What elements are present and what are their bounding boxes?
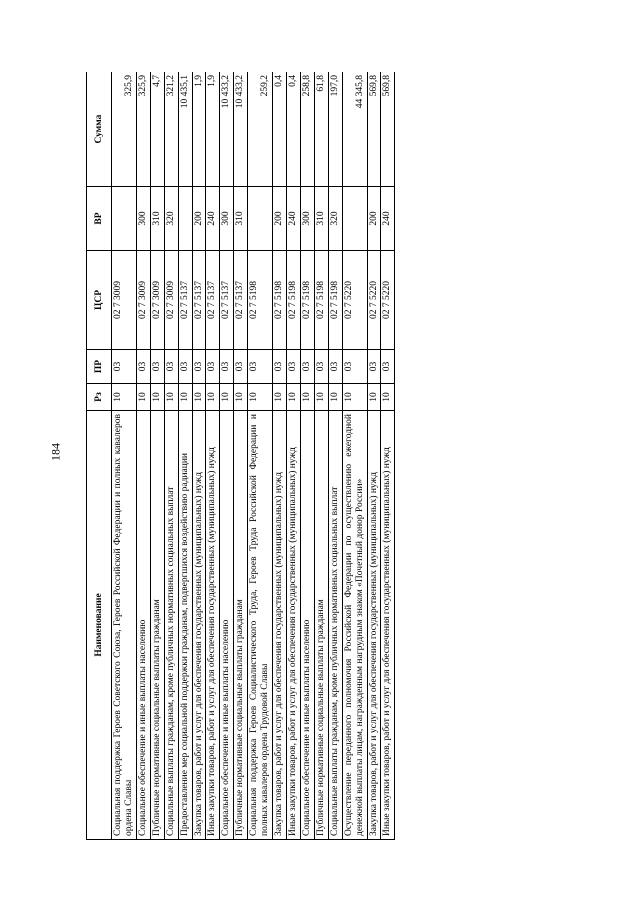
table-row [286,72,300,840]
cell-rz: 10 [220,384,234,411]
cell-csr: 02 7 5220 [381,251,395,350]
cell-pr: 03 [206,350,220,384]
header-sum: Сумма [87,72,112,187]
header-csr: ЦСР [87,251,112,350]
cell-name: Публичные нормативные социальные выплаты гражданам [150,411,164,840]
table-row [178,72,192,840]
header-rz: Рз [87,384,112,411]
cell-pr: 03 [234,350,248,384]
cell-sum: 10 435,1 [178,72,192,187]
table-row [300,72,314,840]
cell-name: Иные закупки товаров, работ и услуг для обеспечения государственных (муниципальных) нужд [286,411,300,840]
cell-vr: 300 [220,187,234,251]
cell-name: Социальная поддержка Героев Социалистического Труда, Героев Труда Российской Федерации и полных кавалеров ордена Трудовой Славы [248,411,273,840]
cell-pr: 03 [164,350,178,384]
cell-sum: 44 345,8 [342,72,367,187]
table-row [248,72,273,840]
cell-vr: 240 [381,187,395,251]
cell-vr: 310 [314,187,328,251]
cell-csr: 02 7 5137 [234,251,248,350]
cell-rz: 10 [136,384,150,411]
cell-name: Социальное обеспечение и иные выплаты населению [220,411,234,840]
cell-vr: 310 [150,187,164,251]
table-row [273,72,287,840]
cell-rz: 10 [367,384,381,411]
cell-name: Закупка товаров, работ и услуг для обеспечения государственных (муниципальных) нужд [273,411,287,840]
cell-rz: 10 [328,384,342,411]
cell-csr: 02 7 5198 [273,251,287,350]
cell-pr: 03 [314,350,328,384]
cell-sum: 0,4 [286,72,300,187]
cell-sum: 259,2 [248,72,273,187]
rotated-table-area [86,72,566,840]
cell-csr: 02 7 5198 [248,251,273,350]
cell-pr: 03 [248,350,273,384]
cell-name: Социальная поддержка Героев Советского Союза, Героев Российской Федерации и полных кавалеров ордена Славы [112,411,137,840]
header-pr: ПР [87,350,112,384]
cell-pr: 03 [112,350,137,384]
cell-csr: 02 7 5137 [220,251,234,350]
cell-rz: 10 [286,384,300,411]
cell-rz: 10 [150,384,164,411]
cell-vr: 320 [164,187,178,251]
cell-csr: 02 7 5137 [206,251,220,350]
cell-sum: 569,8 [381,72,395,187]
table-row [328,72,342,840]
table-row [342,72,367,840]
table-row [164,72,178,840]
cell-name: Иные закупки товаров, работ и услуг для обеспечения государственных (муниципальных) нужд [381,411,395,840]
cell-vr [342,187,367,251]
cell-sum: 569,8 [367,72,381,187]
cell-sum: 321,2 [164,72,178,187]
cell-vr: 200 [192,187,206,251]
cell-csr: 02 7 5220 [342,251,367,350]
cell-vr: 300 [300,187,314,251]
cell-sum: 197,0 [328,72,342,187]
table-row [192,72,206,840]
cell-pr: 03 [381,350,395,384]
cell-vr: 320 [328,187,342,251]
table-row [136,72,150,840]
cell-sum: 1,9 [192,72,206,187]
cell-name: Осуществление переданного полномочия Российской Федерации по осуществлению ежегодной денежной выплаты лицам, награжденным нагрудным знаком «Почетный донор России» [342,411,367,840]
cell-sum: 325,9 [112,72,137,187]
header-vr: ВР [87,187,112,251]
cell-name: Публичные нормативные социальные выплаты гражданам [234,411,248,840]
table-row [381,72,395,840]
cell-rz: 10 [178,384,192,411]
cell-sum: 258,8 [300,72,314,187]
cell-csr: 02 7 5198 [314,251,328,350]
cell-sum: 4,7 [150,72,164,187]
cell-name: Социальные выплаты гражданам, кроме публичных нормативных социальных выплат [164,411,178,840]
cell-vr: 240 [286,187,300,251]
cell-pr: 03 [367,350,381,384]
table-row [220,72,234,840]
budget-table [86,72,395,840]
cell-pr: 03 [328,350,342,384]
cell-csr: 02 7 3009 [136,251,150,350]
cell-name: Публичные нормативные социальные выплаты гражданам [314,411,328,840]
cell-name: Социальные выплаты гражданам, кроме публичных нормативных социальных выплат [328,411,342,840]
cell-rz: 10 [381,384,395,411]
cell-csr: 02 7 5220 [367,251,381,350]
table-row [206,72,220,840]
cell-name: Закупка товаров, работ и услуг для обеспечения государственных (муниципальных) нужд [367,411,381,840]
cell-rz: 10 [192,384,206,411]
cell-csr: 02 7 5198 [286,251,300,350]
cell-csr: 02 7 3009 [164,251,178,350]
table-body [112,72,395,840]
cell-rz: 10 [314,384,328,411]
cell-vr [112,187,137,251]
cell-csr: 02 7 3009 [112,251,137,350]
cell-name: Социальное обеспечение и иные выплаты населению [300,411,314,840]
cell-vr [248,187,273,251]
cell-rz: 10 [112,384,137,411]
cell-pr: 03 [178,350,192,384]
table-row [367,72,381,840]
cell-vr: 310 [234,187,248,251]
table-frame [86,72,566,840]
cell-pr: 03 [220,350,234,384]
cell-name: Предоставление мер социальной поддержки гражданам, подвергшихся воздействию радиации [178,411,192,840]
cell-csr: 02 7 5198 [300,251,314,350]
cell-pr: 03 [273,350,287,384]
cell-name: Иные закупки товаров, работ и услуг для обеспечения государственных (муниципальных) нужд [206,411,220,840]
cell-csr: 02 7 5137 [178,251,192,350]
cell-csr: 02 7 5137 [192,251,206,350]
cell-pr: 03 [136,350,150,384]
cell-rz: 10 [273,384,287,411]
page-number: 184 [48,443,63,461]
cell-vr: 200 [273,187,287,251]
cell-csr: 02 7 5198 [328,251,342,350]
cell-rz: 10 [164,384,178,411]
cell-pr: 03 [286,350,300,384]
cell-sum: 10 433,2 [234,72,248,187]
cell-sum: 1,9 [206,72,220,187]
table-row [150,72,164,840]
cell-sum: 0,4 [273,72,287,187]
cell-vr [178,187,192,251]
table-row [112,72,137,840]
cell-sum: 10 433,2 [220,72,234,187]
cell-pr: 03 [300,350,314,384]
table-row [314,72,328,840]
cell-rz: 10 [206,384,220,411]
cell-rz: 10 [300,384,314,411]
cell-name: Социальное обеспечение и иные выплаты населению [136,411,150,840]
cell-rz: 10 [234,384,248,411]
cell-sum: 325,9 [136,72,150,187]
cell-pr: 03 [150,350,164,384]
cell-csr: 02 7 3009 [150,251,164,350]
cell-vr: 240 [206,187,220,251]
table-row [234,72,248,840]
cell-pr: 03 [192,350,206,384]
cell-vr: 300 [136,187,150,251]
cell-vr: 200 [367,187,381,251]
cell-name: Закупка товаров, работ и услуг для обеспечения государственных (муниципальных) нужд [192,411,206,840]
cell-pr: 03 [342,350,367,384]
cell-rz: 10 [342,384,367,411]
header-row [87,72,112,840]
header-name: Наименование [87,411,112,840]
cell-sum: 61,8 [314,72,328,187]
cell-rz: 10 [248,384,273,411]
